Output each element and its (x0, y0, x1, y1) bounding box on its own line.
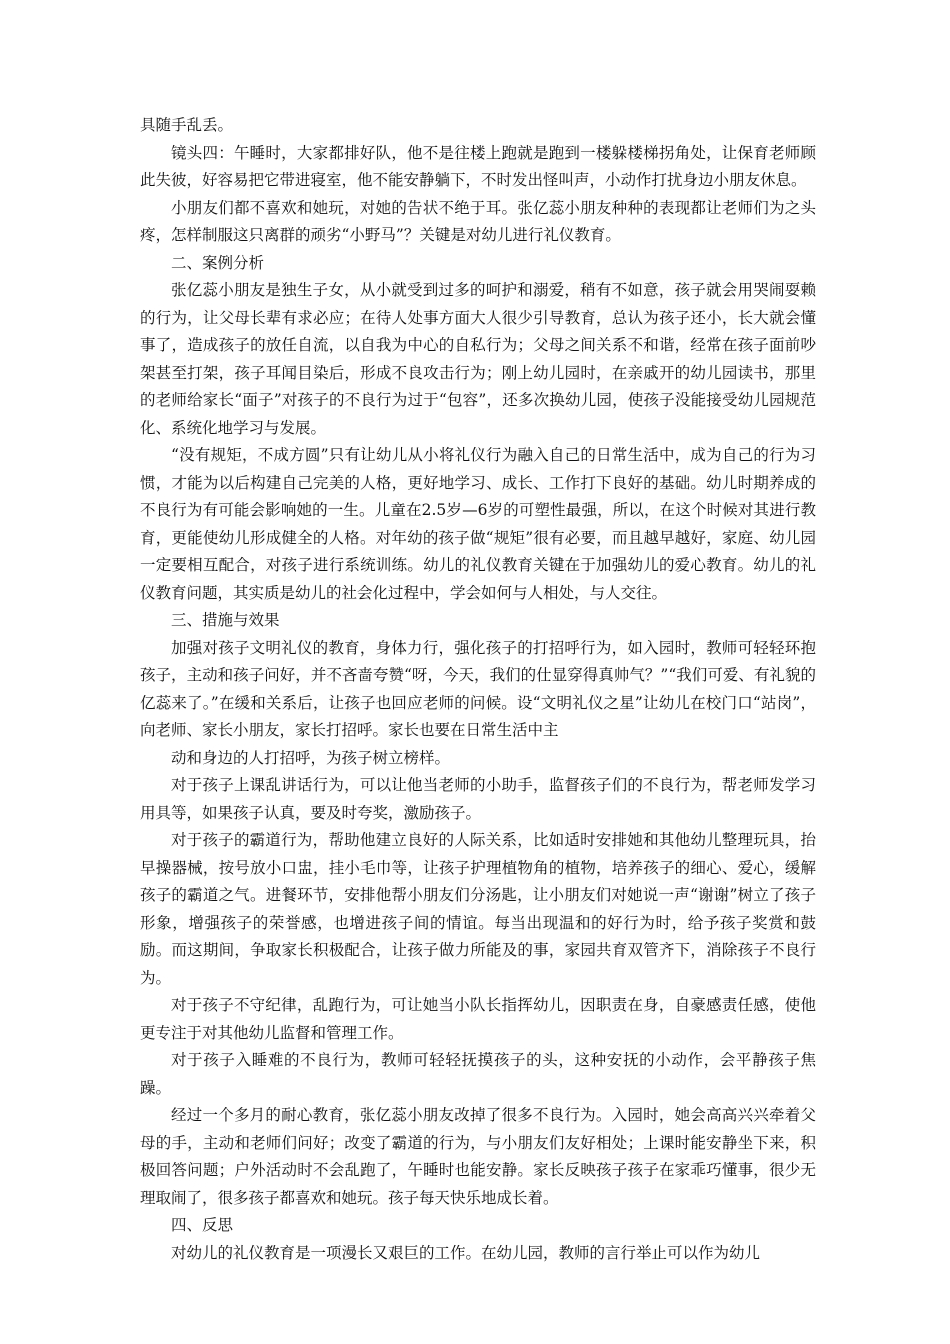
section-heading-reflection: 四、反思 (171, 1216, 234, 1234)
paragraph-reflection: 对幼儿的礼仪教育是一项漫长又艰巨的工作。在幼儿园，教师的言行举止可以作为幼儿 (171, 1243, 761, 1262)
paragraph-measure-sleep: 对于孩子入睡难的不良行为，教师可轻轻抚摸孩子的头，这种安抚的小动作，会平静孩子焦躁。 (140, 1051, 816, 1097)
paragraph-continuation: 具随手乱丢。 (140, 116, 234, 134)
paragraph-analysis-background: 张亿蕊小朋友是独生子女，从小就受到过多的呵护和溺爱，稍有不如意，孩子就会用哭闹耍赖的行为，让父母长辈有求必应；在待人处事方面大人很少引导教育，总认为孩子还小，长大就会懂事了，造成孩子的放任自流，以自我为中心的自私行为；父母之间关系不和谐，经常在孩子面前吵架甚至打架，孩子耳闻目染后，形成不良攻击行为；刚上幼儿园时，在亲戚开的幼儿园读书，那里的老师给家长“面子”对孩子的不良行为过于“包容”，还多次换幼儿园，使孩子没能接受幼儿园规范化、系统化地学习与发展。 (140, 281, 816, 437)
document-page (140, 112, 816, 1267)
paragraph-summary: 小朋友们都不喜欢和她玩，对她的告状不绝于耳。张亿蕊小朋友种种的表现都让老师们为之头疼，怎样制服这只离群的顽劣“小野马”？关键是对幼儿进行礼仪教育。 (140, 198, 816, 244)
paragraph-measure-greeting-cont: 动和身边的人打招呼，为孩子树立榜样。 (171, 748, 451, 767)
paragraph-measure-discipline: 对于孩子不守纪律，乱跑行为，可让她当小队长指挥幼儿，因职责在身，自豪感责任感，使他更专注于对其他幼儿监督和管理工作。 (140, 996, 816, 1042)
section-heading-case-analysis: 二、案例分析 (171, 253, 265, 272)
paragraph-measure-greeting: 加强对孩子文明礼仪的教育，身体力行，强化孩子的打招呼行为，如入园时，教师可轻轻环抱孩子，主动和孩子问好，并不吝啬夸赞“呀，今天，我们的仕显穿得真帅气？”“我们可爱、有礼貌的亿蕊来了。”在缓和关系后，让孩子也回应老师的问候。设“文明礼仪之星”让幼儿在校门口“站岗”，向老师、家长小朋友，家长打招呼。家长也要在日常生活中主 (140, 638, 816, 739)
paragraph-analysis-rules: “没有规矩，不成方圆”只有让幼儿从小将礼仪行为融入自己的日常生活中，成为自己的行为习惯，才能为以后构建自己完美的人格，更好地学习、成长、工作打下良好的基础。幼儿时期养成的不良行为有可能会影响她的一生。儿童在2.5岁—6岁的可塑性最强，所以，在这个时候对其进行教育，更能使幼儿形成健全的人格。对年幼的孩子做“规矩”很有必要，而且越早越好，家庭、幼儿园一定要相互配合，对孩子进行系统训练。幼儿的礼仪教育关键在于加强幼儿的爱心教育。幼儿的礼仪教育问题，其实质是幼儿的社会化过程中，学会如何与人相处，与人交往。 (140, 446, 816, 602)
paragraph-effect: 经过一个多月的耐心教育，张亿蕊小朋友改掉了很多不良行为。入园时，她会高高兴兴牵着父母的手，主动和老师们问好；改变了霸道的行为，与小朋友们友好相处；上课时能安静坐下来，积极回答问题；户外活动时不会乱跑了，午睡时也能安静。家长反映孩子孩子在家乖巧懂事，很少无理取闹了，很多孩子都喜欢和她玩。孩子每天快乐地成长着。 (140, 1106, 816, 1207)
paragraph-measure-class-talking: 对于孩子上课乱讲话行为，可以让他当老师的小助手，监督孩子们的不良行为，帮老师发学习用具等，如果孩子认真，要及时夸奖，激励孩子。 (140, 776, 816, 822)
section-heading-measures: 三、措施与效果 (171, 611, 280, 629)
paragraph-scene-four: 镜头四：午睡时，大家都排好队，他不是往楼上跑就是跑到一楼躲楼梯拐角处，让保育老师顾此失彼，好容易把它带进寝室，他不能安静躺下，不时发出怪叫声，小动作打扰身边小朋友休息。 (140, 143, 816, 189)
paragraph-measure-domineering: 对于孩子的霸道行为，帮助他建立良好的人际关系，比如适时安排她和其他幼儿整理玩具，抬早操器械，按号放小口盅，挂小毛巾等，让孩子护理植物角的植物，培养孩子的细心、爱心，缓解孩子的霸道之气。进餐环节，安排他帮小朋友们分汤匙，让小朋友们对她说一声“谢谢”树立了孩子形象，增强孩子的荣誉感，也增进孩子间的情谊。每当出现温和的好行为时，给予孩子奖赏和鼓励。而这期间，争取家长积极配合，让孩子做力所能及的事，家园共育双管齐下，消除孩子不良行为。 (140, 831, 816, 987)
